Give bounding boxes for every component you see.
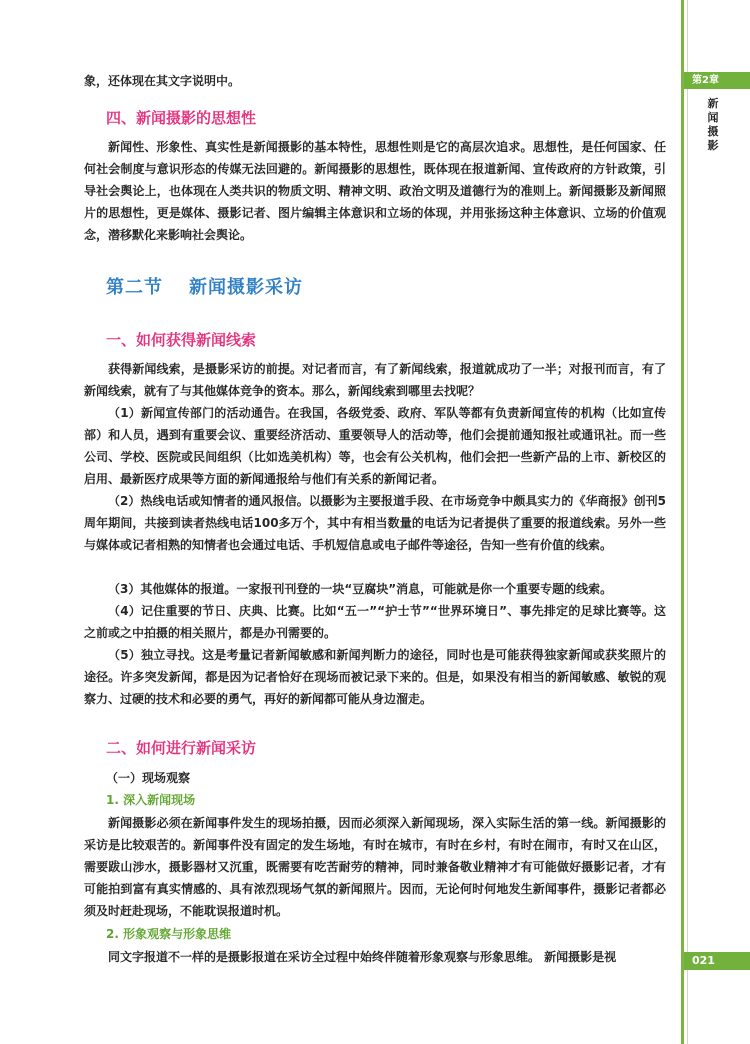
paragraph-continued: 象，还体现在其文字说明中。	[84, 74, 241, 88]
heading-clues: 一、如何获得新闻线索	[106, 331, 257, 349]
chapter-title: 新闻摄影	[707, 97, 719, 152]
heading-thought: 四、新闻摄影的思想性	[106, 109, 257, 127]
heading-interview: 二、如何进行新闻采访	[106, 739, 257, 757]
section-heading	[106, 276, 303, 300]
page-number: 021	[684, 952, 750, 970]
paragraph-clue-1: （1）新闻宣传部门的活动通告。在我国，各级党委、政府、军队等都有负责新闻宣传的机构（比如宣传部）和人员，遇到有重要会议、重要经济活动、重要领导人的活动等，他们会提前通知报社或通讯社。而一些公司、学校、医院或民间组织（比如选美机构）等，也会有公关机构，他们会把一些新产品的上市、新校区的启用、最新医疗成果等方面的新闻通报给与他们有关系的新闻记者。	[84, 406, 666, 486]
paragraph-clue-3: （3）其他媒体的报道。一家报刊刊登的一块“豆腐块”消息，可能就是你一个重要专题的线索。	[108, 582, 613, 596]
paragraph-clue-4: （4）记住重要的节日、庆典、比赛。比如“五一”“护士节”“世界环境日”、事先排定的足球比赛等。这之前或之中拍摄的相关照片，都是办刊需要的。	[84, 604, 666, 640]
paragraph-scene: 新闻摄影必须在新闻事件发生的现场拍摄，因而必须深入新闻现场，深入实际生活的第一线。新闻摄影的采访是比较艰苦的。新闻事件没有固定的发生场地，有时在城市，有时在乡村，有时在闹市，有时又在山区，需要跋山涉水，摄影器材又沉重，既需要有吃苦耐劳的精神，同时兼备敬业精神才有可能做好摄影记者，才有可能拍到富有真实情感的、具有浓烈现场气氛的新闻照片。因而，无论何时何地发生新闻事件，摄影记者都必须及时赶赴现场，不能耽误报道时机。	[84, 816, 666, 918]
paragraph-clue-5: （5）独立寻找。这是考量记者新闻敏感和新闻判断力的途径，同时也是可能获得独家新闻或获奖照片的途径。许多突发新闻，都是因为记者恰好在现场而被记录下来的。但是，如果没有相当的新闻敏感、敏锐的观察力、过硬的技术和必要的勇气，再好的新闻都可能从身边溜走。	[84, 648, 666, 706]
paragraph-thought: 新闻性、形象性、真实性是新闻摄影的基本特性，思想性则是它的高层次追求。思想性，是任何国家、任何社会制度与意识形态的传媒无法回避的。新闻摄影的思想性，既体现在报道新闻、宣传政府的方针政策，引导社会舆论上，也体现在人类共识的物质文明、精神文明、政治文明及道德行为的准则上。新闻摄影及新闻照片的思想性，更是媒体、摄影记者、图片编辑主体意识和立场的体现，并用张扬这种主体意识、立场的价值观念，潜移默化来影响社会舆论。	[84, 140, 666, 242]
paragraph-image-thinking: 同文字报道不一样的是摄影报道在采访全过程中始终伴随着形象观察与形象思维。 新闻摄影是视	[108, 950, 617, 964]
side-rule	[681, 0, 684, 1044]
side-rule-thin	[687, 0, 688, 1044]
section-title: 新闻摄影采访	[189, 277, 303, 298]
subheading-observation: （一）现场观察	[106, 771, 191, 785]
paragraph-clues-intro: 获得新闻线索，是摄影采访的前提。对记者而言，有了新闻线索，报道就成功了一半；对报刊而言，有了新闻线索，就有了与其他媒体竞争的资本。那么，新闻线索到哪里去找呢？	[84, 362, 666, 398]
chapter-tab: 第2章	[684, 72, 750, 89]
section-label: 第二节	[106, 277, 163, 298]
paragraph-clue-2: （2）热线电话或知情者的通风报信。以摄影为主要报道手段、在市场竞争中颇具实力的《华商报》创刊5周年期间，共接到读者热线电话100多万个，其中有相当数量的电话为记者提供了重要的报道线索。另外一些与媒体或记者相熟的知情者也会通过电话、手机短信息或电子邮件等途径，告知一些有价值的线索。	[84, 494, 666, 552]
subheading-scene: 1. 深入新闻现场	[106, 793, 196, 807]
subheading-image-thinking: 2. 形象观察与形象思维	[106, 927, 232, 941]
